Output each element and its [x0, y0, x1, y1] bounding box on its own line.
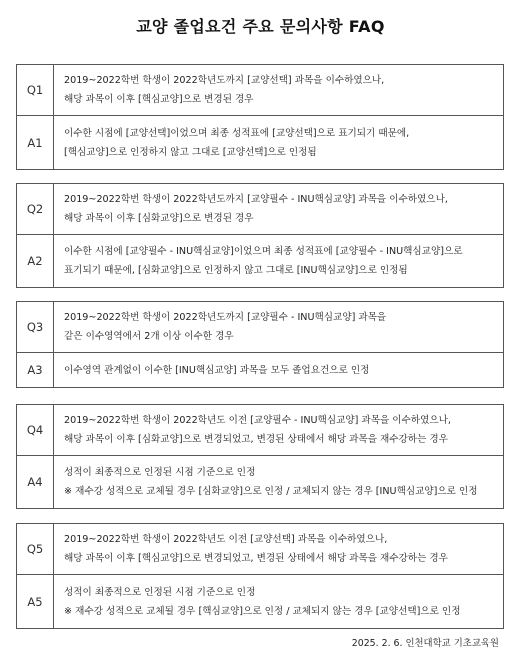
question-line: 해당 과목이 이후 [핵심교양]으로 변경되었고, 변경된 상태에서 해당 과목을 재수강하는 경우 [64, 553, 448, 564]
question-row [17, 184, 503, 234]
answer-label: A1 [17, 116, 54, 169]
question-label: Q5 [17, 524, 54, 574]
answer-label: A3 [17, 353, 54, 387]
question-line: 2019~2022학번 학생이 2022학년도까지 [교양필수 - INU핵심교양] 과목을 [64, 312, 387, 323]
answer-line: 이수한 시점에 [교양선택]이었으며 최종 성적표에 [교양선택]으로 표기되기 때문에, [64, 127, 410, 139]
answer-row [17, 115, 503, 169]
question-label: Q4 [17, 405, 54, 455]
footer-date-org: 2025. 2. 6. 인천대학교 기초교육원 [351, 638, 499, 649]
answer-line: 성적이 최종적으로 인정된 시점 기준으로 인정 [64, 586, 256, 598]
question-text [54, 524, 503, 574]
question-text [54, 65, 503, 115]
answer-row [17, 352, 503, 387]
faq-block-3 [16, 301, 504, 388]
question-text [54, 184, 503, 234]
answer-label: A4 [17, 456, 54, 508]
question-row [17, 65, 503, 115]
answer-text [54, 456, 503, 508]
answer-line: 표기되기 때문에, [심화교양]으로 인정하지 않고 그대로 [INU핵심교양]으로 인정됨 [64, 265, 408, 276]
answer-row [17, 455, 503, 508]
faq-block-2 [16, 183, 504, 288]
question-row [17, 524, 503, 574]
page-title: 교양 졸업요건 주요 문의사항 FAQ [136, 17, 385, 36]
answer-label: A2 [17, 235, 54, 287]
question-label: Q1 [17, 65, 54, 115]
question-line: 같은 이수영역에서 2개 이상 이수한 경우 [64, 331, 234, 342]
answer-line: [핵심교양]으로 인정하지 않고 그대로 [교양선택]으로 인정됨 [64, 146, 317, 158]
question-row [17, 302, 503, 352]
answer-line: 성적이 최종적으로 인정된 시점 기준으로 인정 [64, 467, 256, 478]
question-line: 해당 과목이 이후 [심화교양]으로 변경된 경우 [64, 213, 254, 224]
question-line: 2019~2022학번 학생이 2022학년도 이전 [교양선택] 과목을 이수하였으나, [64, 534, 388, 545]
question-line: 2019~2022학번 학생이 2022학년도 이전 [교양필수 - INU핵심교양] 과목을 이수하였으나, [64, 415, 451, 426]
question-label: Q2 [17, 184, 54, 234]
question-line: 2019~2022학번 학생이 2022학년도까지 [교양필수 - INU핵심교양] 과목을 이수하였으나, [64, 194, 448, 205]
question-text [54, 302, 503, 352]
question-line: 해당 과목이 이후 [핵심교양]으로 변경된 경우 [64, 94, 254, 105]
answer-text [54, 235, 503, 287]
question-line: 해당 과목이 이후 [심화교양]으로 변경되었고, 변경된 상태에서 해당 과목을 재수강하는 경우 [64, 434, 448, 445]
question-label: Q3 [17, 302, 54, 352]
answer-row [17, 234, 503, 287]
question-line: 2019~2022학번 학생이 2022학년도까지 [교양선택] 과목을 이수하였으나, [64, 75, 385, 86]
question-row [17, 405, 503, 455]
answer-text [54, 575, 503, 628]
answer-line: ※ 재수강 성적으로 교체될 경우 [심화교양]으로 인정 / 교체되지 않는 경우 [INU핵심교양]으로 인정 [64, 486, 478, 497]
answer-text [54, 116, 503, 169]
faq-block-4 [16, 404, 504, 509]
answer-row [17, 574, 503, 628]
answer-line: 이수한 시점에 [교양필수 - INU핵심교양]이었으며 최종 성적표에 [교양필수 - INU핵심교양]으로 [64, 246, 463, 257]
faq-block-5 [16, 523, 504, 629]
answer-label: A5 [17, 575, 54, 628]
answer-text [54, 353, 503, 387]
faq-block-1 [16, 64, 504, 170]
answer-line: ※ 재수강 성적으로 교체될 경우 [핵심교양]으로 인정 / 교체되지 않는 경우 [교양선택]으로 인정 [64, 605, 461, 617]
answer-line: 이수영역 관계없이 이수한 [INU핵심교양] 과목을 모두 졸업요건으로 인정 [64, 364, 370, 376]
question-text [54, 405, 503, 455]
